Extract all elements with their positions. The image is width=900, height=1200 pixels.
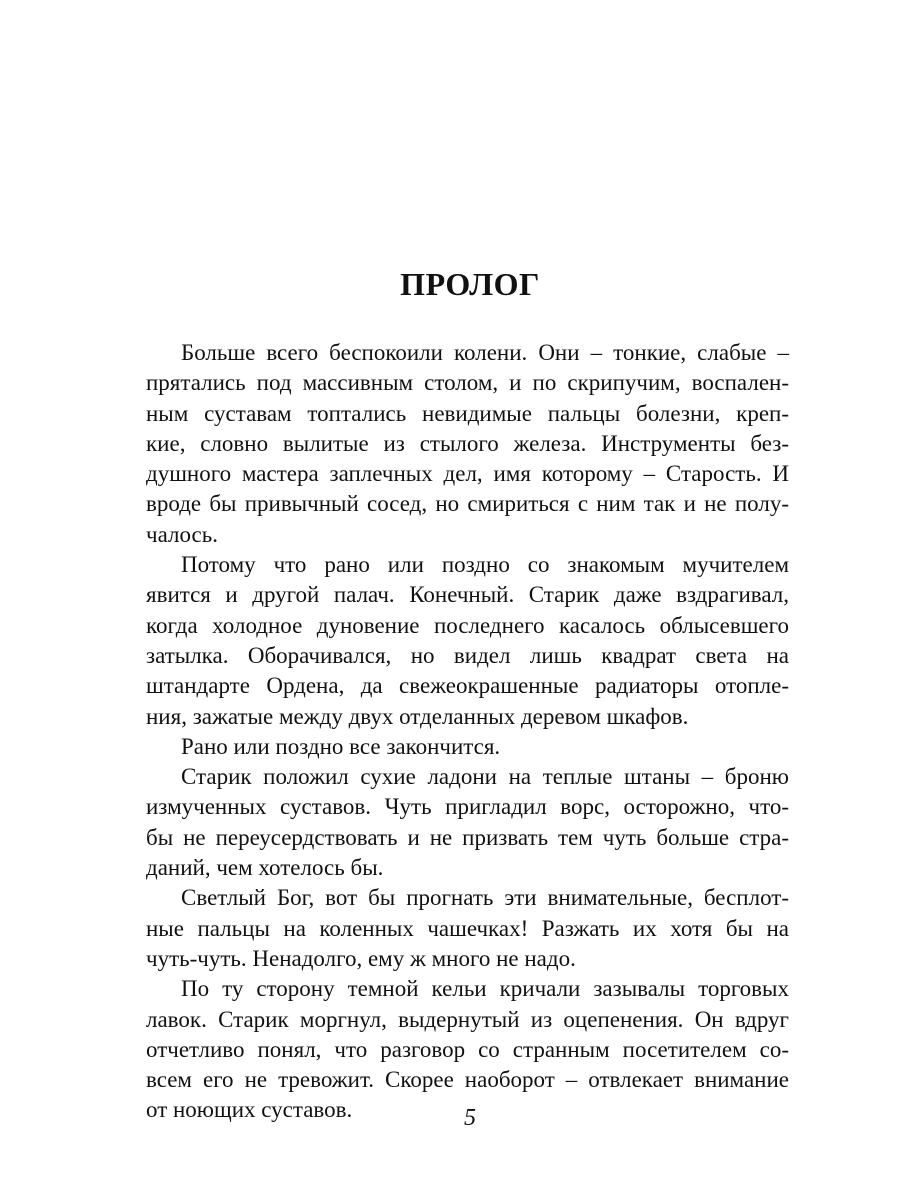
text-line: чалось.	[146, 521, 218, 547]
text-line: лавок. Старик моргнул, выдернутый из оцепенения. Он вдруг	[146, 1006, 789, 1032]
text-line: Светлый Бог, вот бы прогнать эти внимательные, бесплот-	[181, 885, 789, 911]
text-line: штандарте Ордена, да свежеокрашенные радиаторы отопле-	[146, 673, 789, 699]
paragraph	[146, 883, 789, 974]
text-line: По ту сторону темной кельи кричали зазывалы торговых	[181, 976, 789, 1002]
text-line: от ноющих суставов.	[146, 1097, 353, 1123]
text-line: когда холодное дуновение последнего касалось облысевшего	[146, 612, 789, 638]
text-line: ные пальцы на коленных чашечках! Разжать их хотя бы на	[146, 915, 789, 941]
text-line: измученных суставов. Чуть пригладил ворс, осторожно, что-	[146, 794, 789, 820]
text-line: ным суставам топтались невидимые пальцы болезни, креп-	[146, 400, 789, 426]
text-line: бы не переусердствовать и не призвать тем чуть больше стра-	[146, 824, 789, 850]
text-line: затылка. Оборачивался, но видел лишь квадрат света на	[146, 642, 789, 668]
text-line: Старик положил сухие ладони на теплые штаны – броню	[181, 764, 789, 790]
text-line: отчетливо понял, что разговор со странным посетителем со-	[146, 1036, 789, 1062]
text-line: кие, словно вылитые из стылого железа. Инструменты без-	[146, 430, 789, 456]
paragraph	[146, 732, 789, 762]
paragraph	[146, 550, 789, 732]
text-line: всем его не тревожит. Скорее наоборот – отвлекает внимание	[146, 1067, 789, 1093]
paragraph	[146, 762, 789, 883]
text-line: Потому что рано или поздно со знакомым мучителем	[181, 552, 789, 578]
body-text	[146, 338, 789, 1126]
text-line: душного мастера заплечных дел, имя которому – Старость. И	[146, 461, 789, 487]
text-line: даний, чем хотелось бы.	[146, 855, 384, 881]
text-line: Больше всего беспокоили колени. Они – тонкие, слабые –	[181, 340, 789, 365]
chapter-title: ПРОЛОГ	[400, 266, 540, 302]
text-line: прятались под массивным столом, и по скрипучим, воспален-	[146, 370, 789, 396]
page-number: 5	[464, 1105, 476, 1131]
paragraph	[146, 974, 789, 1125]
text-line: Рано или поздно все закончится.	[181, 733, 501, 759]
paragraph	[146, 338, 789, 550]
text-line: вроде бы привычный сосед, но смириться с ним так и не полу-	[146, 491, 789, 517]
text-line: чуть-чуть. Ненадолго, ему ж много не надо.	[146, 945, 576, 971]
text-line: ния, зажатые между двух отделанных деревом шкафов.	[146, 703, 689, 729]
text-line: явится и другой палач. Конечный. Старик даже вздрагивал,	[146, 582, 789, 608]
